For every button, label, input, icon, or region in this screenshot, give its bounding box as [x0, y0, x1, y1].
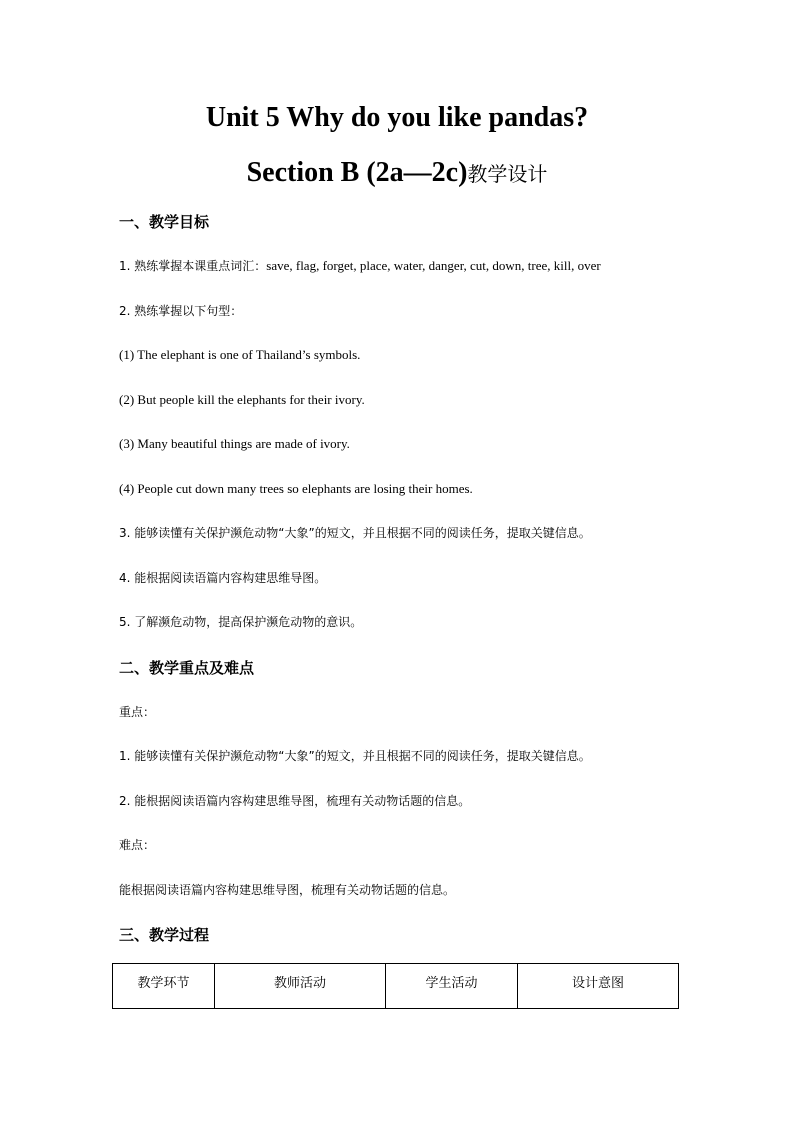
subtitle-english: Section B (2a—2c)	[246, 157, 468, 188]
key-points-label: 重点：	[119, 705, 156, 719]
difficult-point-text: 能根据阅读语篇内容构建思维导图，梳理有关动物话题的信息。	[119, 883, 456, 897]
sentence-pattern: (4) People cut down many trees so elephants are losing their homes.	[119, 481, 473, 496]
table-header-row	[113, 964, 679, 1009]
sentence-pattern: (1) The elephant is one of Thailand’s symbols.	[119, 347, 361, 362]
section-heading-key-points: 二、教学重点及难点	[119, 659, 255, 677]
column-header: 设计意图	[518, 964, 679, 1009]
teaching-process-table	[112, 963, 679, 1009]
column-header: 教师活动	[215, 964, 386, 1009]
document-title: Unit 5 Why do you like pandas?	[205, 102, 589, 133]
column-header: 学生活动	[386, 964, 518, 1009]
objective-label: 1. 熟练掌握本课重点词汇：	[119, 259, 267, 273]
section-heading-objectives: 一、教学目标	[119, 213, 210, 231]
section-heading-process: 三、教学过程	[119, 926, 210, 944]
sentence-pattern: (3) Many beautiful things are made of ivory.	[119, 436, 350, 451]
column-header: 教学环节	[113, 964, 215, 1009]
objective-item: 3. 能够读懂有关保护濒危动物“大象”的短文，并且根据不同的阅读任务，提取关键信息。	[119, 526, 591, 540]
objective-item: 5. 了解濒危动物，提高保护濒危动物的意识。	[119, 615, 363, 629]
objective-item: 4. 能根据阅读语篇内容构建思维导图。	[119, 571, 327, 585]
key-point-item: 2. 能根据阅读语篇内容构建思维导图，梳理有关动物话题的信息。	[119, 794, 471, 808]
objective-item	[119, 257, 601, 275]
key-point-item: 1. 能够读懂有关保护濒危动物“大象”的短文，并且根据不同的阅读任务，提取关键信息。	[119, 749, 591, 763]
vocabulary-list: save, flag, forget, place, water, danger, cut, down, tree, kill, over	[266, 258, 601, 273]
objective-item	[119, 302, 242, 320]
difficult-points-label: 难点：	[119, 838, 156, 852]
objective-label: 2. 熟练掌握以下句型：	[119, 304, 243, 318]
sentence-pattern: (2) But people kill the elephants for their ivory.	[119, 392, 365, 407]
document-subtitle	[0, 157, 794, 190]
subtitle-chinese: 教学设计	[467, 162, 548, 186]
